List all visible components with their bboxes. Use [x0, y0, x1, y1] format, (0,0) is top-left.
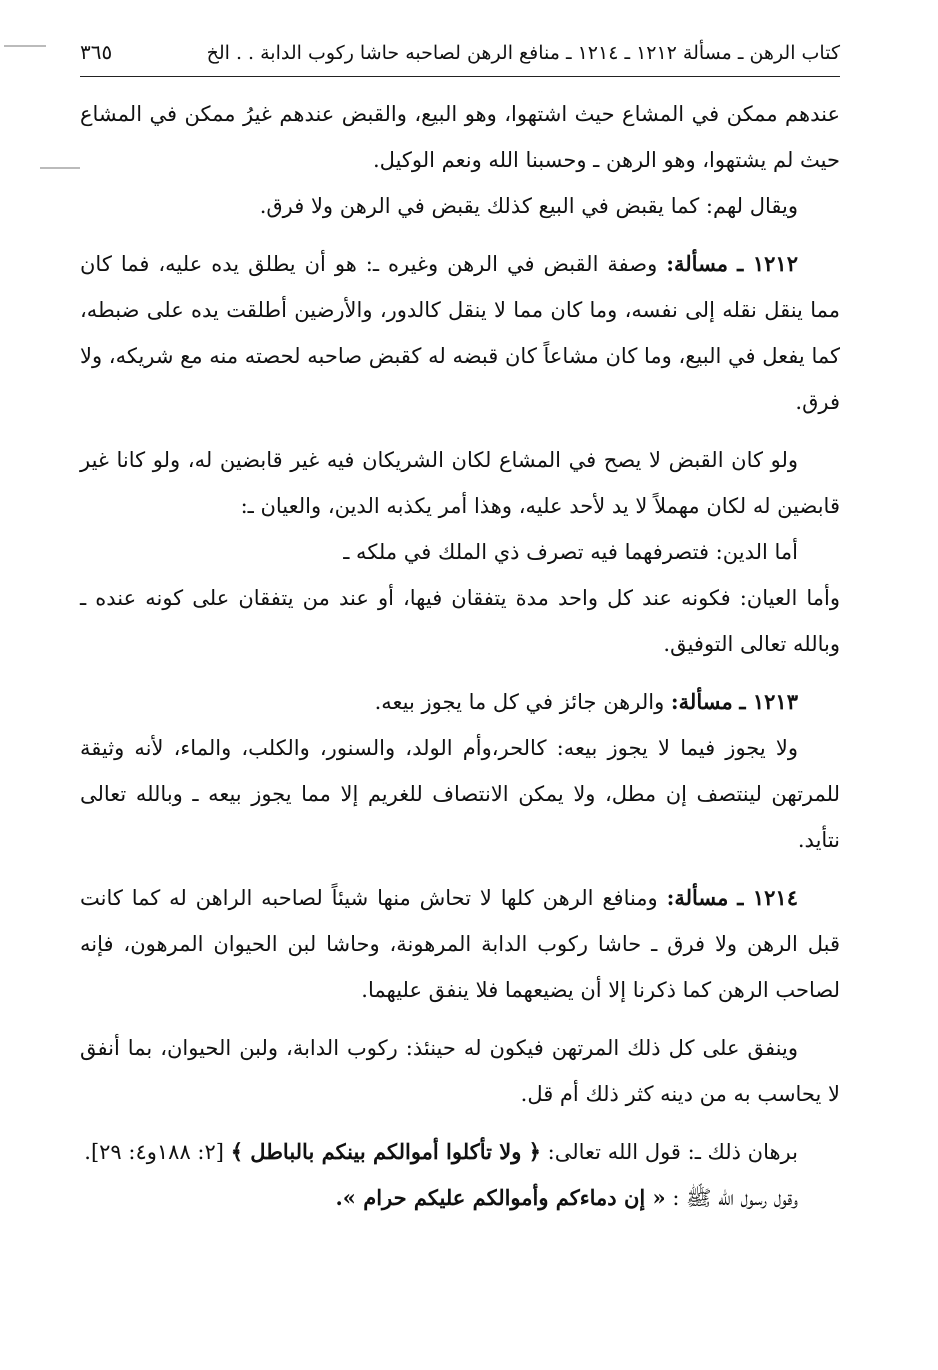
running-header [80, 40, 840, 77]
masalah-number: ١٢١٢ ـ [737, 251, 798, 276]
page-body [80, 91, 840, 1221]
paragraph: وينفق على كل ذلك المرتهن فيكون له حينئذ: ركوب الدابة، ولبن الحيوان، بما أنفق لا يحاسب به من دينه كثر ذلك أم قل. [80, 1036, 840, 1106]
burhan-paragraph [80, 1129, 840, 1175]
paragraph: ولا يجوز فيما لا يجوز بيعه: كالحر،وأم الولد، والسنور، والكلب، والماء، لأنه وثيقة للمرتهن لينتصف إن مطل، ولا يمكن الانتصاف للغريم إلا مما يجوز بيعه ـ وبالله تعالى نتأيد. [80, 736, 840, 852]
paragraph: أما الدين: فتصرفهما فيه تصرف ذي الملك في ملكه ـ [343, 540, 798, 564]
quran-verse: ﴿ ولا تأكلوا أموالكم بينكم بالباطل ﴾ [230, 1139, 541, 1164]
hadith-paragraph [80, 1175, 840, 1221]
masalah-label: مسألة: [670, 689, 733, 714]
masalah-1213 [80, 679, 840, 725]
masalah-text: ومنافع الرهن كلها لا تحاش منها شيئاً لصاحبه الراهن له كما كانت قبل الرهن ولا فرق ـ حاشا ركوب الدابة المرهونة، وحاشا لبن الحيوان المرهون، فإنه لصاحب الرهن كما ذكرنا إلا أن يضيعهما فلا ينفق عليهما. [80, 886, 840, 1002]
running-header-title: كتاب الرهن ـ مسألة ١٢١٢ ـ ١٢١٤ ـ منافع الرهن لصاحبه حاشا ركوب الدابة . . الخ [206, 42, 840, 64]
masalah-label: مسألة: [666, 251, 729, 276]
paragraph: عندهم ممكن في المشاع حيث اشتهوا، وهو البيع، والقبض عندهم غيرُ ممكن في المشاع حيث لم يشتهوا، وهو الرهن ـ وحسبنا الله ونعم الوكيل. [80, 102, 840, 172]
masalah-number: ١٢١٣ ـ [739, 689, 798, 714]
masalah-label: مسألة: [666, 885, 729, 910]
masalah-1212 [80, 241, 840, 425]
masalah-text: وصفة القبض في الرهن وغيره ـ: هو أن يطلق يده عليه، فما كان مما ينقل نقله إلى نفسه، وما كان مما لا ينقل كالدور، والأرضين أطلقت يده على ضبطه، كما يفعل في البيع، وما كان مشاعاً كان قبضه له كقبض صاحبه لحصته منه مع شريكه، ولا فرق. [80, 252, 840, 414]
hadith-lead: وقول رسول الله ﷺ : [672, 1186, 798, 1210]
hadith-text: « إن دماءكم وأموالكم عليكم حرام ». [335, 1185, 666, 1210]
verse-reference: [٢: ١٨٨و٤: ٢٩]. [84, 1140, 224, 1164]
paragraph: وأما العيان: فكونه عند كل واحد مدة يتفقان فيها، أو عند من يتفقان على كونه عنده ـ وبالله تعالى التوفيق. [80, 586, 840, 656]
masalah-text: والرهن جائز في كل ما يجوز بيعه. [374, 690, 665, 714]
burhan-lead: برهان ذلك ـ: قول الله تعالى: [547, 1140, 798, 1164]
paragraph: ويقال لهم: كما يقبض في البيع كذلك يقبض في الرهن ولا فرق. [259, 194, 798, 218]
masalah-number: ١٢١٤ ـ [737, 885, 798, 910]
page-number: ٣٦٥ [80, 40, 113, 64]
paragraph: ولو كان القبض لا يصح في المشاع لكان الشريكان فيه غير قابضين له، ولو كانا غير قابضين له لكان مهملاً لا يد لأحد عليه، وهذا أمر يكذبه الدين، والعيان ـ: [80, 448, 840, 518]
book-page [80, 40, 840, 1221]
masalah-1214 [80, 875, 840, 1013]
